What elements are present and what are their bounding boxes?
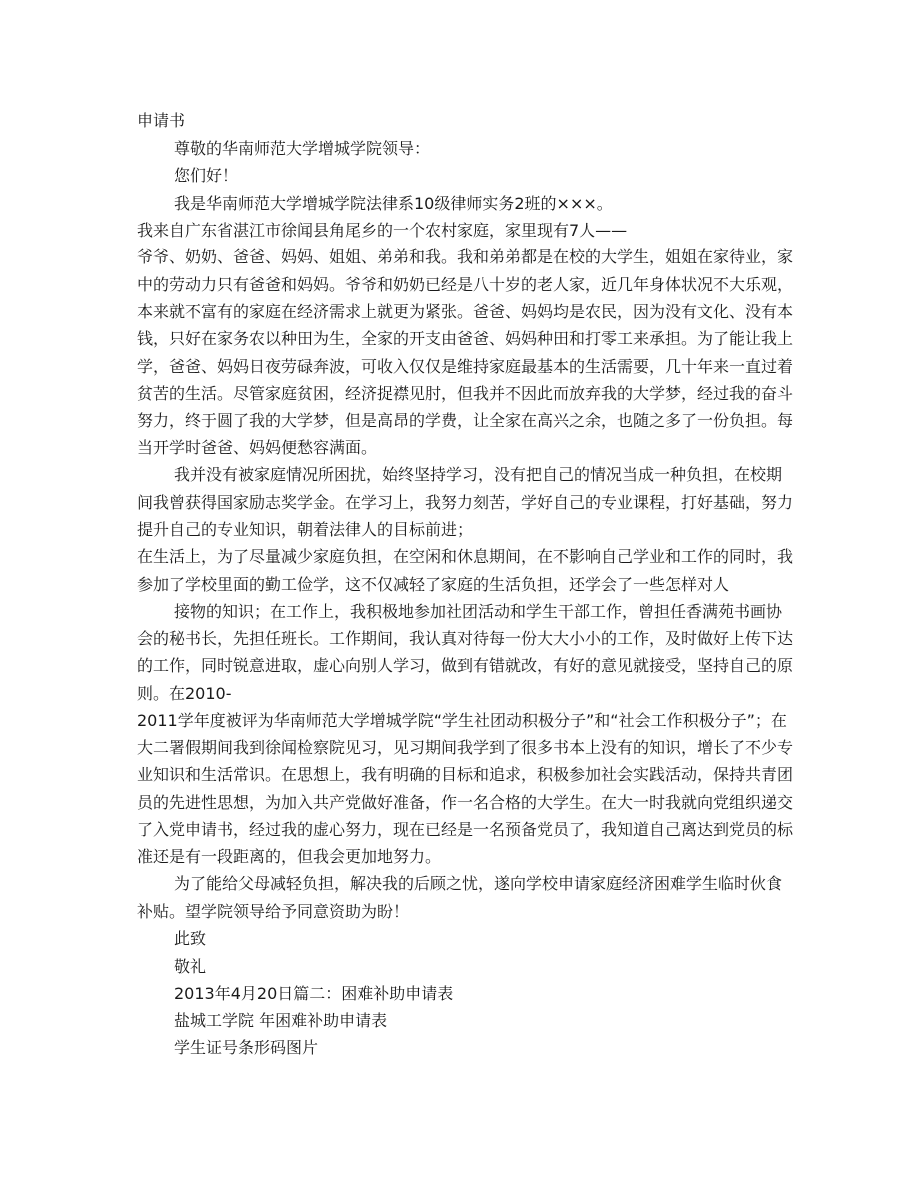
text-line: 努力，终于圆了我的大学梦，但是高昂的学费，让全家在高兴之余，也随之多了一份负担。每	[137, 411, 794, 430]
text-line: 的工作，同时锐意进取，虚心向别人学习，做到有错就改，有好的意见就接受，坚持自己的原	[137, 656, 794, 675]
text-line: 了入党申请书，经过我的虚心努力，现在已经是一名预备党员了，我知道自己离达到党员的标	[137, 820, 794, 839]
text-line: 爷爷、奶奶、爸爸、妈妈、姐姐、弟弟和我。我和弟弟都是在校的大学生，姐姐在家待业，家	[137, 247, 794, 266]
barcode-label: 学生证号条形码图片	[174, 1038, 319, 1057]
text-line: 中的劳动力只有爸爸和妈妈。爷爷和奶奶已经是八十岁的老人家，近几年身体状况不大乐观，	[137, 275, 794, 294]
text-line: 学，爸爸、妈妈日夜劳碌奔波，可收入仅仅是维持家庭最基本的生活需要，几十年来一直过着	[137, 357, 794, 376]
text-line: 准还是有一段距离的，但我会更加地努力。	[137, 847, 442, 866]
closing-line: 敬礼	[174, 957, 207, 976]
text-line: 我来自广东省湛江市徐闻县角尾乡的一个农村家庭，家里现有7人——	[137, 221, 628, 240]
text-line: 参加了学校里面的勤工俭学，这不仅减轻了家庭的生活负担，还学会了一些怎样对人	[137, 575, 730, 594]
text-line: 我是华南师范大学增城学院法律系10级律师实务2班的×××。	[174, 194, 613, 213]
text-line: 当开学时爸爸、妈妈便愁容满面。	[137, 438, 378, 457]
text-line: 本来就不富有的家庭在经济需求上就更为紧张。爸爸、妈妈均是农民，因为没有文化、没有本	[137, 302, 794, 321]
text-line: 2011学年度被评为华南师范大学增城学院“学生社团动积极分子”和“社会工作积极分子”；在	[137, 711, 787, 730]
text-line: 在生活上，为了尽量减少家庭负担，在空闲和休息期间，在不影响自己学业和工作的同时，我	[137, 547, 794, 566]
text-line: 我并没有被家庭情况所困扰，始终坚持学习，没有把自己的情况当成一种负担，在校期	[174, 465, 783, 484]
salutation: 尊敬的华南师范大学增城学院领导：	[174, 139, 431, 158]
closing-line: 此致	[174, 929, 207, 948]
text-line: 接物的知识；在工作上，我积极地参加社团活动和学生干部工作，曾担任香满苑书画协	[174, 602, 783, 621]
text-line: 钱，只好在家务农以种田为生，全家的开支由爸爸、妈妈种田和打零工来承担。为了能让我上	[137, 329, 794, 348]
document-title: 申请书	[137, 111, 186, 130]
text-line: 业知识和生活常识。在思想上，我有明确的目标和追求，积极参加社会实践活动，保持共青团	[137, 765, 794, 784]
form-title: 盐城工学院 年困难补助申请表	[174, 1011, 388, 1030]
text-line: 提升自己的专业知识，朝着法律人的目标前进；	[137, 520, 474, 539]
text-line: 会的秘书长，先担任班长。工作期间，我认真对待每一份大大小小的工作，及时做好上传下达	[137, 629, 794, 648]
text-line: 则。在2010-	[137, 684, 232, 703]
text-line: 补贴。望学院领导给予同意资助为盼！	[137, 902, 410, 921]
text-line: 员的先进性思想，为加入共产党做好准备，作一名合格的大学生。在大一时我就向党组织递交	[137, 793, 794, 812]
date-line: 2013年4月20日篇二：困难补助申请表	[174, 984, 454, 1003]
text-line: 贫苦的生活。尽管家庭贫困，经济捉襟见肘，但我并不因此而放弃我的大学梦，经过我的奋斗	[137, 384, 794, 403]
text-line: 大二署假期间我到徐闻检察院见习，见习期间我学到了很多书本上没有的知识，增长了不少专	[137, 738, 794, 757]
text-line: 间我曾获得国家励志奖学金。在学习上，我努力刻苦，学好自己的专业课程，打好基础，努力	[137, 493, 794, 512]
greeting: 您们好！	[174, 166, 239, 185]
text-line: 为了能给父母减轻负担，解决我的后顾之忧，遂向学校申请家庭经济困难学生临时伙食	[174, 874, 783, 893]
